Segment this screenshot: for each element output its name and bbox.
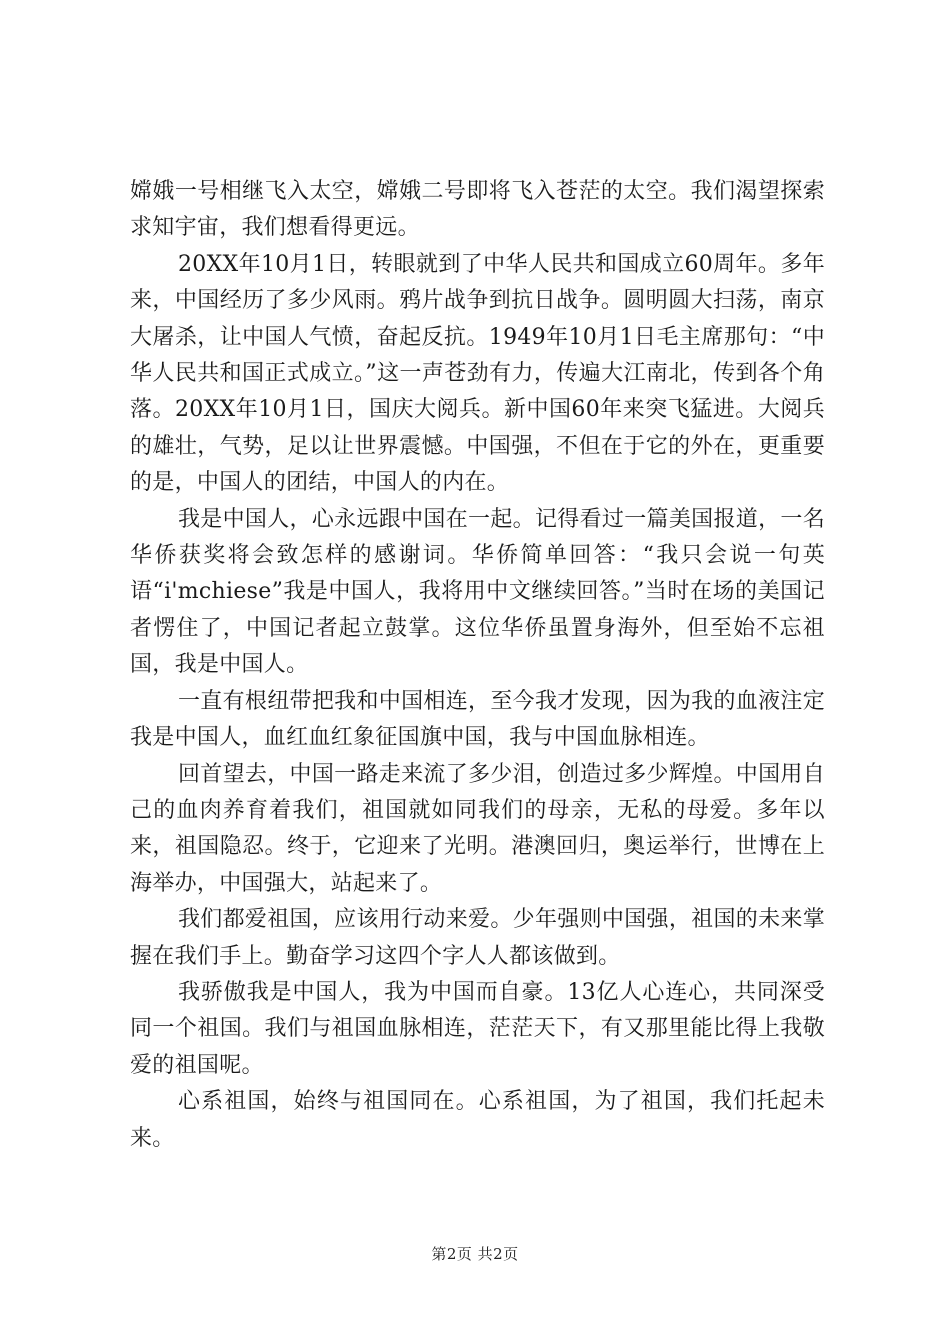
- paragraph-closing: 心系祖国，始终与祖国同在。心系祖国，为了祖国，我们托起未来。: [130, 1089, 825, 1151]
- paragraph-pride: 我骄傲我是中国人，我为中国而自豪。13亿人心连心，共同深受同一个祖国。我们与祖国血脉相连，茫茫天下，有又那里能比得上我敬爱的祖国呢。: [130, 979, 825, 1078]
- paragraph-overseas-chinese: 我是中国人，心永远跟中国在一起。记得看过一篇美国报道，一名华侨获奖将会致怎样的感谢词。华侨简单回答：“我只会说一句英语“i'mchiese”我是中国人，我将用中文继续回答。”当时在场的美国记者愣住了，中国记者起立鼓掌。这位华侨虽置身海外，但至始不忘祖国，我是中国人。: [130, 506, 825, 678]
- paragraph-bond: 一直有根纽带把我和中国相连，至今我才发现，因为我的血液注定我是中国人，血红血红象征国旗中国，我与中国血脉相连。: [130, 688, 825, 751]
- document-body: [130, 174, 825, 1157]
- paragraph-continuation: 嫦娥一号相继飞入太空，嫦娥二号即将飞入苍茫的太空。我们渴望探索求知宇宙，我们想看得更远。: [130, 179, 825, 241]
- page-number-footer: 第2页 共2页: [431, 1245, 519, 1263]
- paragraph-love-country: 我们都爱祖国，应该用行动来爱。少年强则中国强，祖国的未来掌握在我们手上。勤奋学习这四个字人人都该做到。: [130, 907, 825, 969]
- paragraph-anniversary: 20XX年10月1日，转眼就到了中华人民共和国成立60周年。多年来，中国经历了多少风雨。鸦片战争到抗日战争。圆明圆大扫荡，南京大屠杀，让中国人气愤，奋起反抗。1949年10月1日毛主席那句：“中华人民共和国正式成立。”这一声苍劲有力，传遍大江南北，传到各个角落。20XX年10月1日，国庆大阅兵。新中国60年来突飞猛进。大阅兵的雄壮，气势，足以让世界震憾。中国强，不但在于它的外在，更重要的是，中国人的团结，中国人的内在。: [130, 251, 825, 496]
- paragraph-looking-back: 回首望去，中国一路走来流了多少泪，创造过多少辉煌。中国用自己的血肉养育着我们，祖国就如同我们的母亲，无私的母爱。多年以来，祖国隐忍。终于，它迎来了光明。港澳回归，奥运举行，世博在上海举办，中国强大，站起来了。: [130, 761, 825, 896]
